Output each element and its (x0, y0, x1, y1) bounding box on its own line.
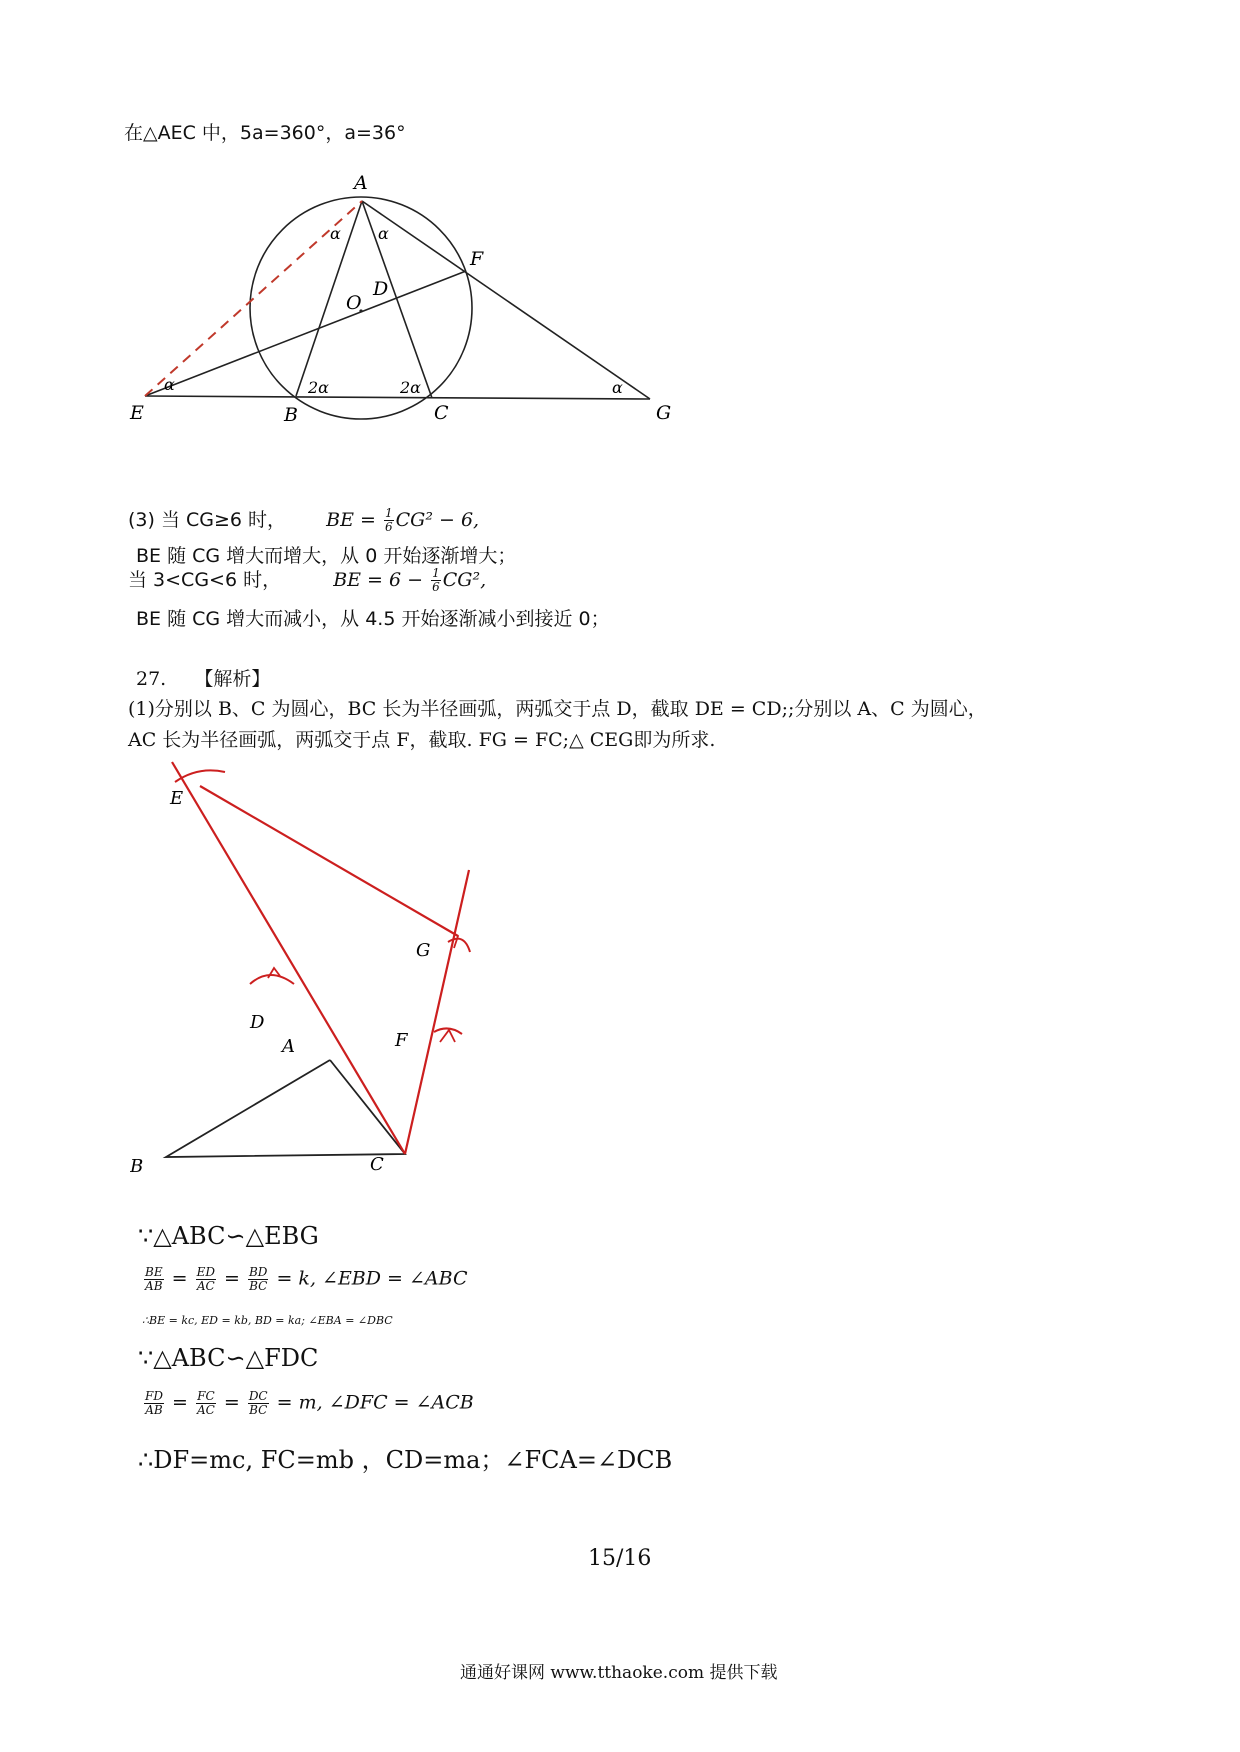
fraction-one-sixth-a: $\frac{1}{6}$ (384, 506, 393, 534)
frac-ed-ac: $\frac{ED}{AC}$ (196, 1265, 215, 1293)
angle-alpha-bac-right: α (378, 224, 389, 243)
proof-eq1-rest: = k, ∠EBD = ∠ABC (276, 1267, 468, 1290)
part3-line3-prefix: 当 3<CG<6 时， (128, 569, 282, 591)
frac-fd-ab: $\frac{FD}{AB}$ (145, 1389, 163, 1417)
triangle-abc (166, 1060, 405, 1157)
line-cg (405, 870, 469, 1154)
line-eg (145, 396, 650, 399)
q27-line1: (1)分别以 B、C 为圆心，BC 长为半径画弧，两弧交于点 D，截取 DE = CD;;分别以 A、C 为圆心， (128, 698, 987, 720)
q27-header (136, 664, 270, 691)
line-ce (172, 762, 405, 1154)
label-f2: F (395, 1030, 408, 1051)
part3-line1-prefix: (3) 当 CG≥6 时， (128, 509, 287, 531)
frac-be-ab: $\frac{BE}{AB}$ (145, 1265, 163, 1293)
label-b: B (284, 404, 298, 426)
label-e2: E (170, 788, 184, 809)
label-b2: B (130, 1156, 144, 1177)
angle-alpha-g: α (612, 378, 623, 397)
proof-line2: ∵△ABC∽△FDC (138, 1344, 319, 1372)
part3-line1-formula: BE = (326, 509, 382, 531)
proof-eq1: $\frac{BE}{AB}$ = $\frac{ED}{AC}$ = $\frac{BD}{BC}$ = k, ∠EBD = ∠ABC (145, 1265, 468, 1293)
intro-line: 在△AEC 中，5a=360°，a=36° (124, 122, 406, 144)
frac-dc-bc: $\frac{DC}{BC}$ (248, 1389, 268, 1417)
label-o: O (346, 292, 362, 314)
angle-2alpha-c: 2α (400, 378, 421, 397)
q27-number: 27. (136, 668, 167, 690)
page-number: 15/16 (588, 1546, 652, 1571)
label-a: A (354, 172, 368, 194)
label-e: E (130, 402, 144, 424)
angle-2alpha-b: 2α (308, 378, 329, 397)
footer-text: 通通好课网 www.tthaoke.com 提供下载 (460, 1663, 778, 1683)
part3-line1 (128, 505, 479, 534)
label-d: D (373, 278, 389, 300)
fraction-one-sixth-b: $\frac{1}{6}$ (432, 566, 440, 594)
arc-d (250, 975, 294, 984)
line-ag (362, 201, 650, 399)
label-c2: C (370, 1154, 384, 1175)
tick-f (440, 1030, 455, 1042)
figure-circle-triangle (120, 165, 700, 435)
label-g2: G (416, 940, 431, 961)
angle-alpha-bac-left: α (330, 224, 341, 243)
line-eg (200, 786, 458, 936)
part3-line3-formula: BE = 6 − (333, 569, 430, 591)
proof-line3: ∴DF=mc, FC=mb ，CD=ma；∠FCA=∠DCB (138, 1446, 673, 1474)
proof-line1: ∵△ABC∽△EBG (138, 1222, 319, 1250)
label-c: C (434, 402, 449, 424)
part3-line3 (128, 565, 486, 594)
proof-small-line: ∴BE = kc, ED = kb, BD = ka; ∠EBA = ∠DBC (142, 1314, 393, 1327)
part3-line3-formula-rest: CG², (442, 569, 487, 591)
part3-line2: BE 随 CG 增大而增大，从 0 开始逐渐增大； (136, 545, 517, 567)
label-d2: D (250, 1012, 265, 1033)
q27-line2: AC 长为半径画弧，两弧交于点 F，截取. FG = FC;△ CEG即为所求. (128, 729, 716, 751)
proof-eq2: $\frac{FD}{AB}$ = $\frac{FC}{AC}$ = $\frac{DC}{BC}$ = m, ∠DFC = ∠ACB (145, 1389, 474, 1417)
proof-eq2-rest: = m, ∠DFC = ∠ACB (276, 1391, 474, 1414)
part3-line1-formula-rest: CG² − 6, (395, 509, 480, 531)
label-a2: A (282, 1036, 295, 1057)
angle-alpha-e: α (164, 375, 175, 394)
part3-line4: BE 随 CG 增大而减小，从 4.5 开始逐渐减小到接近 0； (136, 608, 610, 630)
frac-fc-ac: $\frac{FC}{AC}$ (196, 1389, 215, 1417)
figure-construction (130, 752, 510, 1182)
label-g: G (656, 402, 672, 424)
label-f: F (470, 248, 484, 270)
frac-bd-bc: $\frac{BD}{BC}$ (248, 1265, 268, 1293)
q27-heading: 【解析】 (194, 668, 271, 690)
